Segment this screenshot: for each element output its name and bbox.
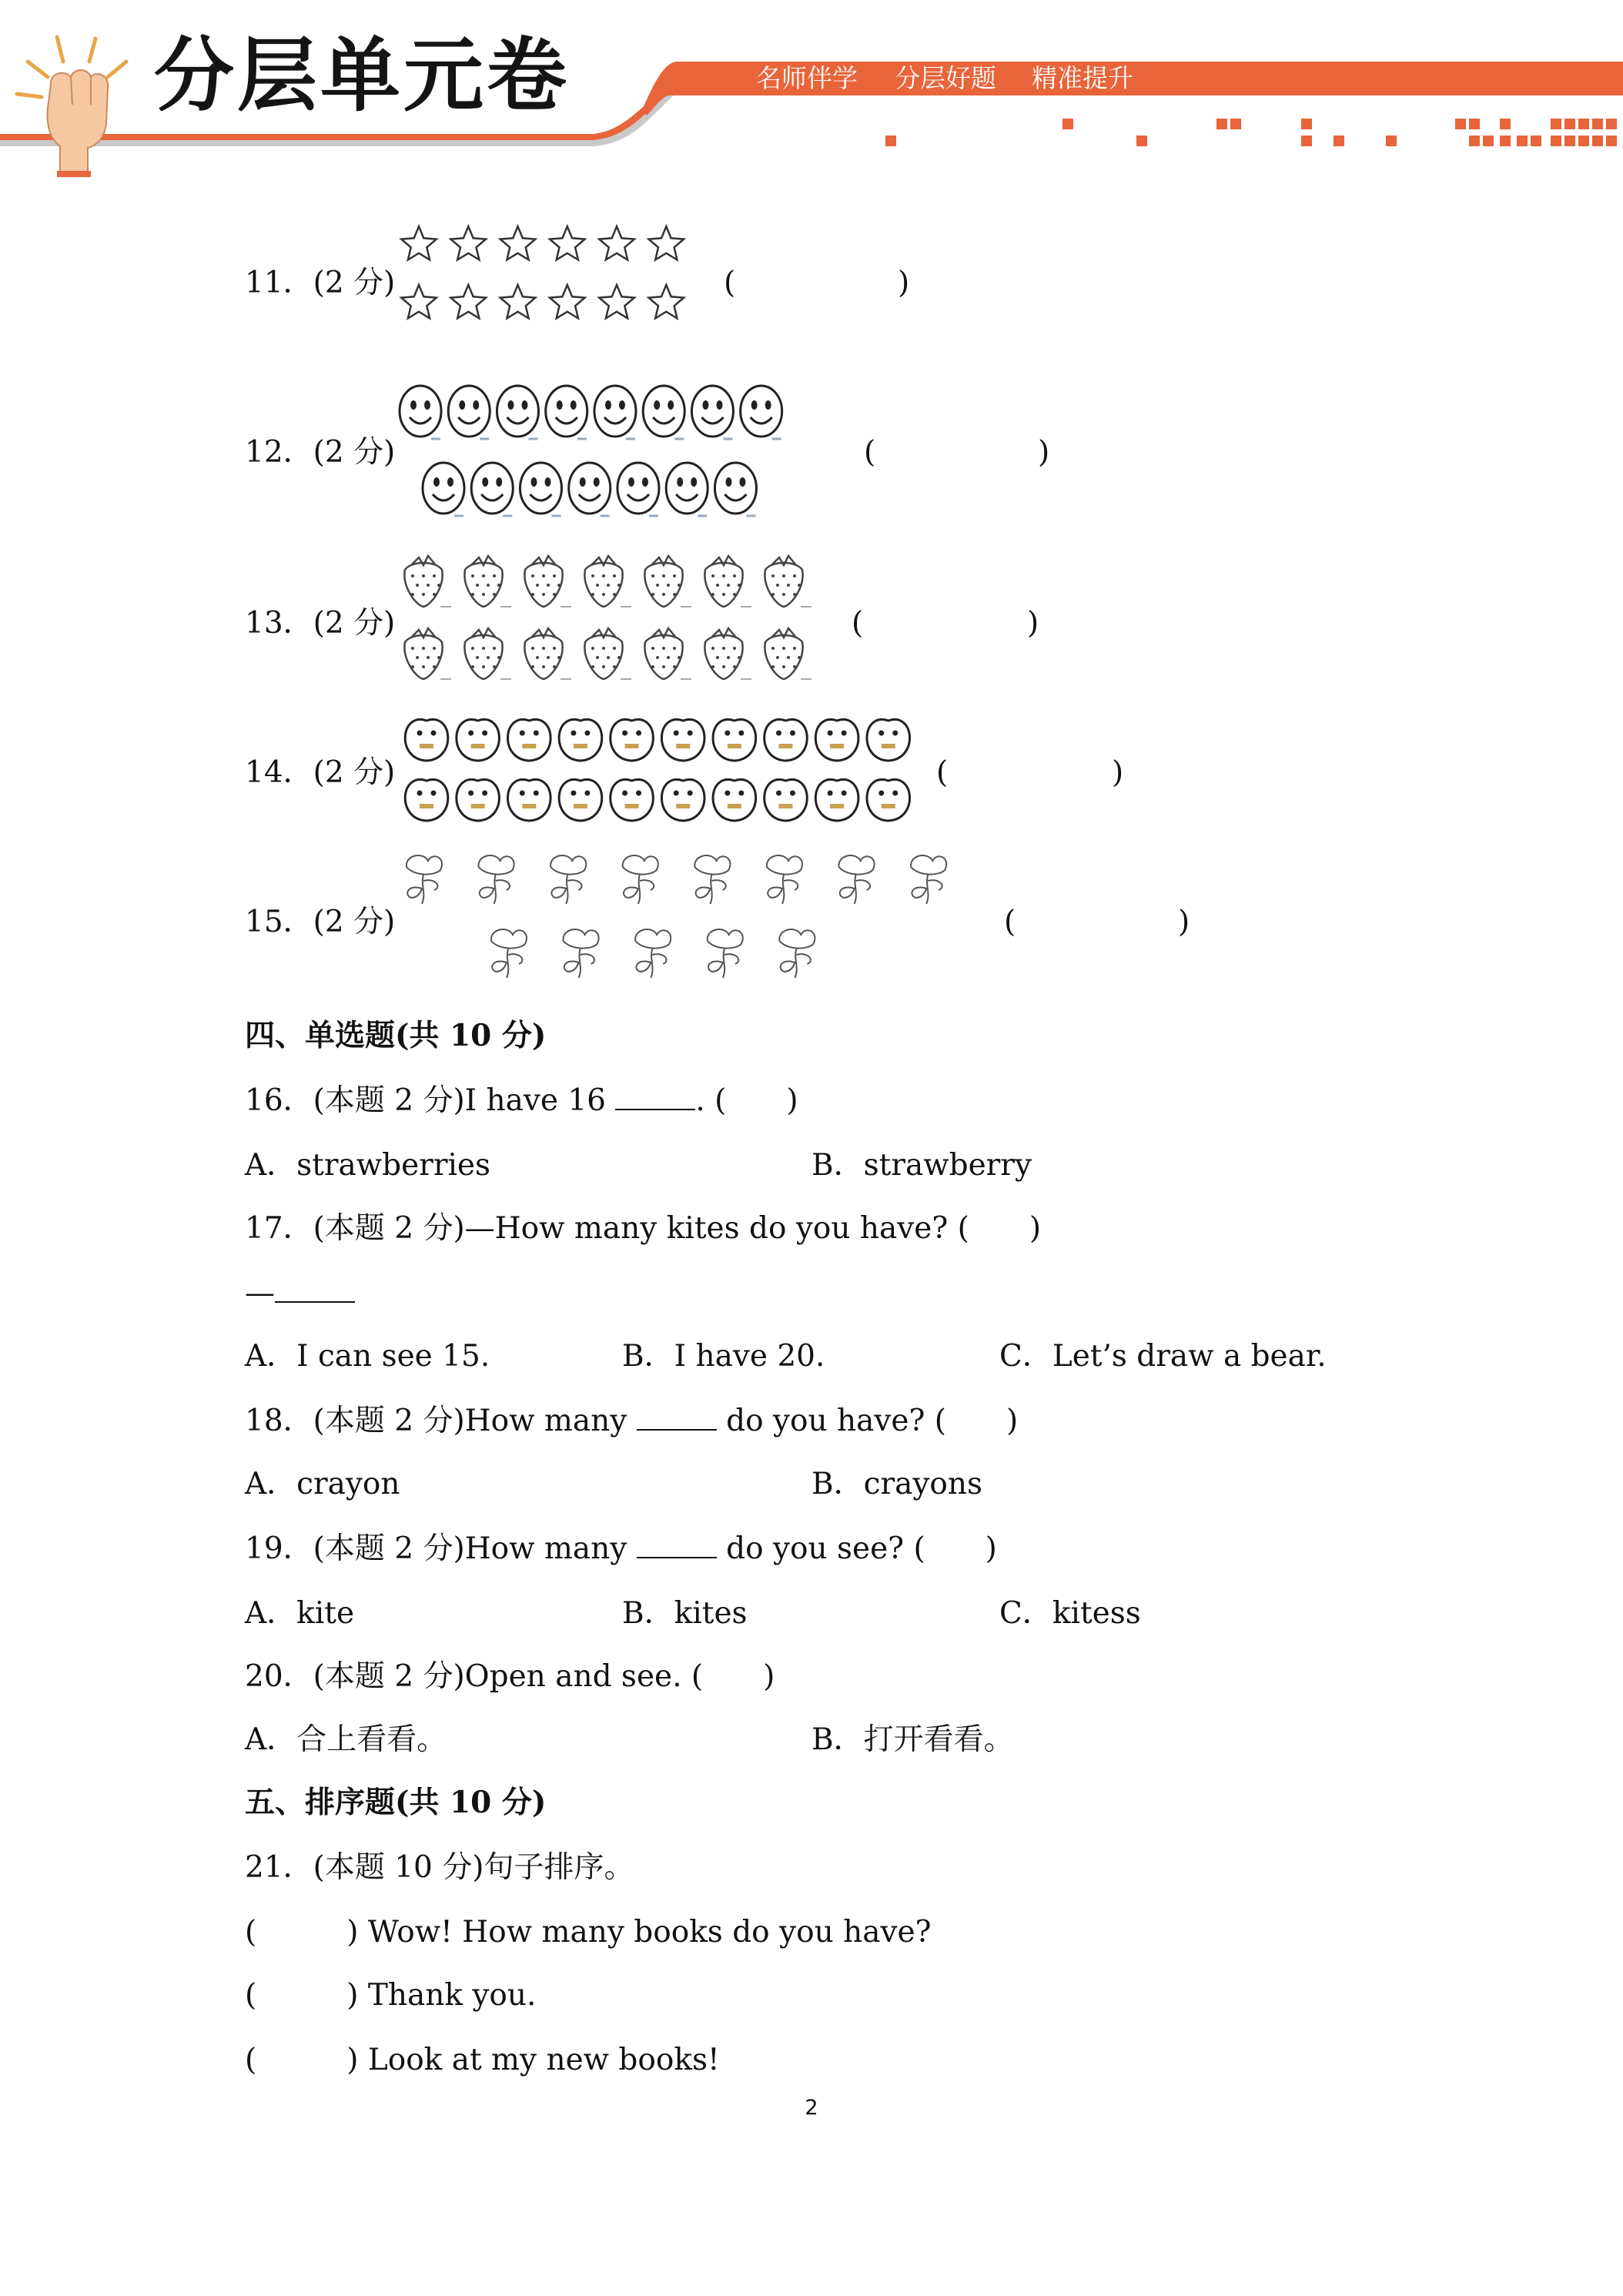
slogan-2: 分层好题: [895, 63, 996, 93]
question-16-stem: 16．(本题 2 分)I have 16 . ( ): [245, 1083, 798, 1118]
answer-close-paren: ): [898, 266, 910, 300]
ordering-line-1[interactable]: ( ) Wow! How many books do you have?: [245, 1915, 932, 1950]
smiley-face-icon: [617, 463, 659, 516]
ordering-line-3[interactable]: ( ) Look at my new books!: [245, 2043, 720, 2077]
option-b[interactable]: B．strawberry: [812, 1148, 1032, 1183]
smiley-face-icon: [471, 463, 513, 516]
answer-open-paren: (: [864, 435, 876, 470]
answer-open-paren: (: [936, 755, 949, 790]
smiley-face-icon: [741, 386, 782, 439]
smiley-face-icon: [448, 386, 490, 439]
smiley-face-icon: [569, 463, 611, 516]
strawberry-icon: [399, 545, 830, 684]
strawberry-icon: [704, 556, 751, 607]
smiley-face-icon: [520, 463, 561, 516]
flower-icon: [767, 855, 802, 904]
strawberry-icon: [765, 628, 812, 679]
apple-face-icon: [405, 719, 448, 761]
stars-icon: [649, 285, 684, 318]
question-21-stem: 21．(本题 10 分)句子排序。: [245, 1850, 634, 1885]
stars-icon: [550, 285, 585, 318]
strawberry-icon: [464, 628, 511, 679]
answer-open-paren: (: [852, 606, 864, 641]
apple-face-icon: [559, 719, 602, 761]
flower-icon: [407, 855, 442, 904]
strawberry-icon: [765, 556, 812, 607]
strawberry-icon: [584, 556, 631, 607]
apple-face-icon: [559, 779, 602, 821]
strawberry-icon: [404, 628, 451, 679]
flower-icon: [478, 855, 514, 904]
stars-icon: [550, 226, 585, 259]
smiley-face-icon: [497, 386, 538, 439]
stars-icon: [400, 217, 708, 340]
answer-close-paren: ): [1027, 606, 1039, 641]
option-a[interactable]: A．合上看看。: [245, 1722, 447, 1757]
option-a[interactable]: A．crayon: [245, 1467, 400, 1501]
strawberry-icon: [704, 628, 751, 679]
strawberry-icon: [524, 628, 571, 679]
flower-icon: [708, 929, 743, 978]
question-label: 12．(2 分): [245, 435, 396, 470]
apple-face-icon: [611, 779, 654, 821]
stars-icon: [500, 226, 536, 259]
stars-icon: [500, 285, 536, 318]
stars-icon: [599, 285, 634, 318]
question-label: 13．(2 分): [245, 606, 396, 641]
answer-blank[interactable]: [275, 1278, 355, 1303]
smiley-face-icon: [423, 463, 464, 516]
smiley-face-icon: [666, 463, 708, 516]
apple-face-icon: [405, 779, 448, 821]
strawberry-icon: [644, 628, 691, 679]
apple-face-icon: [867, 779, 910, 821]
page-header: [0, 0, 1623, 177]
question-17-reply: —: [245, 1278, 355, 1308]
question-label: 11．(2 分): [245, 266, 396, 300]
strawberry-icon: [404, 556, 451, 607]
apple-face-icon: [457, 779, 500, 821]
slogan-1: 名师伴学: [756, 63, 858, 93]
option-b[interactable]: B．crayons: [812, 1467, 983, 1501]
strawberry-icon: [584, 628, 631, 679]
apple-face-icon: [399, 710, 930, 827]
apple-face-icon: [713, 779, 756, 821]
option-b[interactable]: B．打开看看。: [812, 1722, 1014, 1757]
answer-close-paren: ): [1038, 435, 1050, 470]
section-5-title: 五、排序题(共 10 分): [245, 1785, 547, 1820]
flower-icon: [635, 929, 671, 978]
flower-icon: [694, 855, 730, 904]
answer-open-paren: (: [1004, 905, 1016, 939]
strawberry-icon: [524, 556, 571, 607]
apple-face-icon: [507, 719, 550, 761]
option-b[interactable]: B．I have 20.: [622, 1339, 825, 1374]
option-c[interactable]: C．Let’s draw a bear.: [999, 1339, 1327, 1374]
stars-icon: [599, 226, 634, 259]
apple-face-icon: [661, 719, 704, 761]
stars-icon: [450, 285, 486, 318]
apple-face-icon: [765, 719, 808, 761]
option-a[interactable]: A．kite: [245, 1596, 355, 1631]
brand-title: 分层单元卷: [154, 28, 571, 122]
option-c[interactable]: C．kitess: [999, 1596, 1141, 1631]
smiley-face-icon: [714, 463, 756, 516]
flower-icon: [838, 855, 874, 904]
answer-blank[interactable]: [615, 1086, 695, 1110]
smiley-face-icon: [546, 386, 587, 439]
apple-face-icon: [661, 779, 704, 821]
option-b[interactable]: B．kites: [622, 1596, 748, 1631]
apple-face-icon: [457, 719, 500, 761]
smiley-face-icon: [400, 386, 441, 439]
smiley-face-icon: [691, 386, 733, 439]
strawberry-icon: [644, 556, 691, 607]
stars-icon: [401, 285, 437, 318]
question-18-stem: 18．(本题 2 分)How many do you have? ( ): [245, 1404, 1019, 1438]
page-number: 2: [805, 2096, 818, 2120]
question-label: 15．(2 分): [245, 905, 396, 939]
flower-icon: [550, 855, 586, 904]
section-4-title: 四、单选题(共 10 分): [245, 1018, 547, 1053]
smiley-face-icon: [643, 386, 684, 439]
flower-icon: [779, 929, 815, 978]
answer-open-paren: (: [724, 266, 736, 300]
apple-face-icon: [507, 779, 550, 821]
flower-icon: [563, 929, 598, 978]
stars-icon: [401, 226, 437, 259]
apple-face-icon: [713, 719, 756, 761]
answer-close-paren: ): [1112, 755, 1124, 790]
apple-face-icon: [611, 719, 654, 761]
stars-icon: [649, 226, 684, 259]
strawberry-icon: [464, 556, 511, 607]
smiley-face-icon: [594, 386, 636, 439]
flower-icon: [623, 855, 658, 904]
stars-icon: [450, 226, 486, 259]
answer-close-paren: ): [1178, 905, 1190, 939]
apple-face-icon: [815, 779, 858, 821]
question-20-stem: 20．(本题 2 分)Open and see. ( ): [245, 1659, 775, 1694]
flower-icon: [911, 855, 946, 904]
flower-icon: [491, 929, 527, 978]
apple-face-icon: [765, 779, 808, 821]
raised-fist-logo-icon: [11, 31, 142, 177]
apple-face-icon: [815, 719, 858, 761]
question-label: 14．(2 分): [245, 755, 396, 790]
smiley-face-icon: [396, 377, 812, 524]
question-19-stem: 19．(本题 2 分)How many do you see? ( ): [245, 1531, 997, 1566]
answer-blank[interactable]: [637, 1406, 717, 1431]
slogan-3: 精准提升: [1032, 63, 1133, 93]
option-a[interactable]: A．strawberries: [245, 1148, 491, 1183]
answer-blank[interactable]: [637, 1534, 717, 1558]
flower-icon: [400, 844, 986, 982]
apple-face-icon: [867, 719, 910, 761]
question-17-stem: 17．(本题 2 分)—How many kites do you have? ( ): [245, 1211, 1042, 1246]
ordering-line-2[interactable]: ( ) Thank you.: [245, 1978, 537, 2013]
option-a[interactable]: A．I can see 15.: [245, 1339, 490, 1374]
